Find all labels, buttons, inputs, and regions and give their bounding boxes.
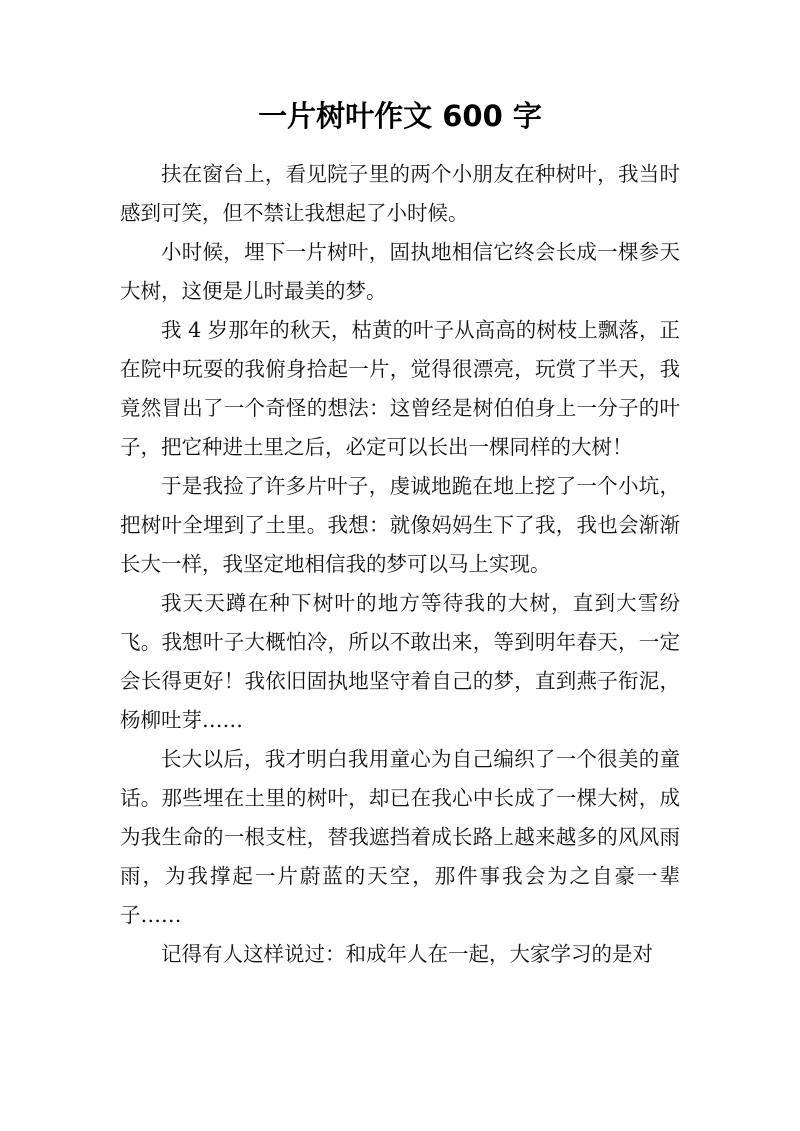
paragraph-1: 扶在窗台上，看见院子里的两个小朋友在种树叶，我当时感到可笑，但不禁让我想起了小时候。 [120,162,680,225]
essay-body [120,155,680,974]
paragraph-6: 长大以后，我才明白我用童心为自己编织了一个很美的童话。那些埋在土里的树叶，却已在我心中长成了一棵大树，成为我生命的一根支柱，替我遮挡着成长路上越来越多的风风雨雨，为我撑起一片蔚蓝的天空，那件事我会为之自豪一辈子…… [120,747,680,927]
paragraph-5: 我天天蹲在种下树叶的地方等待我的大树，直到大雪纷飞。我想叶子大概怕冷，所以不敢出来，等到明年春天，一定会长得更好！我依旧固执地坚守着自己的梦，直到燕子衔泥，杨柳吐芽…… [120,591,680,732]
paragraph-3: 我 4 岁那年的秋天，枯黄的叶子从高高的树枝上飘落，正在院中玩耍的我俯身拾起一片，觉得很漂亮，玩赏了半天，我竟然冒出了一个奇怪的想法：这曾经是树伯伯身上一分子的叶子，把它种进土里之后，必定可以长出一棵同样的大树！ [120,318,680,459]
paragraph-7: 记得有人这样说过：和成年人在一起，大家学习的是对 [161,942,653,966]
paragraph-4: 于是我捡了许多片叶子，虔诚地跪在地上挖了一个小坑，把树叶全埋到了土里。我想：就像妈妈生下了我，我也会渐渐长大一样，我坚定地相信我的梦可以马上实现。 [120,474,680,576]
paragraph-2: 小时候，埋下一片树叶，固执地相信它终会长成一棵参天大树，这便是儿时最美的梦。 [120,240,680,303]
essay-title: 一片树叶作文 600 字 [258,99,542,133]
